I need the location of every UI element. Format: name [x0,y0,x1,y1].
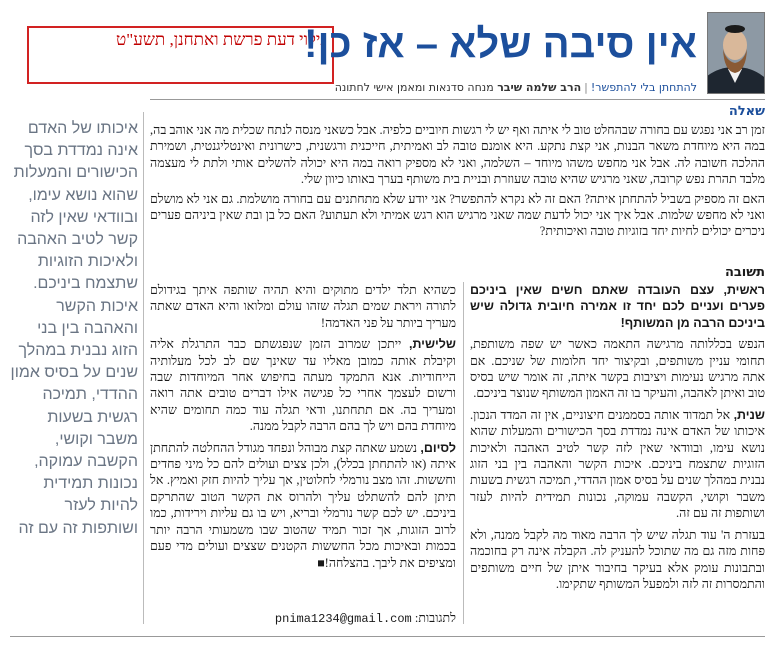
article-byline [287,80,697,96]
answer-column-right [470,282,765,624]
paragraph-lead: ראשית, [723,283,765,297]
answer-label: תשובה [724,265,765,280]
author-portrait-icon [707,13,764,94]
paragraph-text: בעזרת ה' עוד תגלה שיש לך הרבה מאוד מה לקבל ממנה, ולא פחות מזה גם מה שתוכל להעניק לה. הקבלה אינה רק בחוכמה ובתבונות עומק אלא בעיקר בחיבור איתן של חיים משותפים והתמסרות זה לזה ולמפעל המשותף שתקימו. [470,527,765,591]
question-paragraph: זמן רב אני נפגש עם בחורה שבהחלט טוב לי איתה ואף יש לי רגשות חיוביים כלפיה. אבל כשאני מנסה לנתח שכלית מה אני אוהב בה, במה היא מיוחדת משאר הבנות, אני קצת נתקע. היא אומנם טובה לב ואמיתית, חייכנית ורגשנית, כישרונית ואינטליגנטית, ושמירת ההלכה חשובה לה. אבל אני מחפש משהו מיוחד – השלמה, ואני לא מספיק רואה במה היא יכולה להשלים אותי ולתת לי מעצמה מלבד תהרת נפש קרובה, שאני מרגיש שהיא טובה שעוזרת ובניית בית משותף בערך באותו כיוון שלי. [150,123,765,187]
answer-paragraph [470,407,765,522]
paragraph-lead: לסיום, [420,440,456,455]
header-divider [150,99,765,100]
paragraph-lead: שנית, [733,407,765,422]
answer-paragraph [470,336,765,402]
author-role: מנחה סדנאות ומאמן אישי לחתונה [334,81,494,94]
answer-paragraph [470,282,765,331]
paragraph-text: כשהיא תלד ילדים מתוקים והיא תהיה שותפה איתך בגידולם לתורה ויראת שמים תגלה שזהו עולם ומלואו והיא האדם שאתה מעריך ביותר על פני האדמה! [150,283,456,330]
question-label: שאלה [728,104,765,119]
paragraph-text: אל תמדוד אותה בסממנים חיצוניים, אין זה המדד הנכון. איכותו של האדם אינה נמדדת בסך הכישורים והמעלות שהוא נושא עימו, ובוודאי שאין לזה קשר לטיב האהבה ולאיכות הזוגיות שתצמח ביניכם. איכות הקשר והאהבה בין בני הזוג נבנית במהלך שנים על בסיס אמון ההדדי, תמיכה רגשית בשעות משבר וקושי, הקשבה עמוקה, נכונות תמידית להיות לעזר ושותפות זה עם זה. [470,407,765,521]
contact-label: לתגובות: [414,611,456,625]
series-name: להתחתן בלי להתפשר! [590,81,697,94]
paragraph-text: הנפש בכללותה מרגישה התאמה כאשר יש שפה משותפת, תחומי עניין משותפים, ובקיצור יחד חלומות של שניכם. אם אתה מרגיש נעימות ויציבות בקשר איתה, זה אומר שיש בסיס טוב ואיתן לאהבה, והעיקר בו זה האמון המשותף שנוצר ביניכם. [470,337,765,401]
question-body [150,122,765,252]
answer-paragraph [150,336,456,434]
answer-paragraph [150,282,456,331]
issue-label: גילוי דעת פרשת ואתחנן, תשע"ט [116,30,326,49]
column-separator [463,282,464,624]
author-name: הרב שלמה שיבר [497,81,582,94]
contact-email-link[interactable]: pnima1234@gmail.com [274,612,412,626]
issue-label-box [27,26,334,84]
paragraph-text: עצם העובדה שאתם חשים שאין ביניכם פערים ועניים לכם יחד זו אמירה חיובית גדולה שיש ביניכם הרבה מן המשותף! [470,283,765,330]
question-paragraph: האם זה מספיק בשביל להתחתן איתה? האם זה לא נקרא להתפשר? אני יודע שלא מתחתנים עם בחורה מושלמת. גם אני לא מושלם ואני לא מחפש שלמות. אבל איך אני יכול לדעת שמה שאני מרגיש הוא רגש אמיתי ולא תעתוע? האם כל בן ובת שאין ביניהם פערים ניכרים יכולים לחיות יחד בזוגיות טובה ואיכותית? [150,191,765,239]
answer-paragraph [470,527,765,593]
article-title: אין סיבה שלא – אז כן! [304,22,697,66]
byline-separator: | [584,81,588,94]
contact-line [150,610,456,628]
pull-quote-separator [143,112,144,624]
footer-rule [10,636,765,637]
pull-quote: איכותו של האדם אינה נמדדת בסך הכישורים והמעלות שהוא נושא עימו, ובוודאי שאין לזה קשר לטיב האהבה ולאיכות הזוגיות שתצמח ביניכם. איכות הקשר והאהבה בין בני הזוג נבנית במהלך שנים על בסיס אמון ההדדי, תמיכה רגשית בשעות משבר וקושי, הקשבה עמוקה, נכונות תמידית להיות לעזר ושותפות זה עם זה [10,120,138,537]
paragraph-lead: שלישית, [408,337,456,352]
paragraph-text: ייתכן שמרוב הזמן שנפגשתם כבר התרגלת אליה וקיבלת אותה כמובן מאליו עד שאינך שם לב לכל מעלותיה הייחודיות. אנא התמקד מעתה בחיפוש אחר המיוחדות שבה ורשום לעצמך אחרי כל פגישה אילו דברים טובים אתה רואה ומעריך בה. אם תתחתנו, ודאי תגלה עוד כמה תחומים שהיא מיוחדת בהם ויש לך בהם הרבה לקבל ממנה. [150,337,456,434]
answer-paragraph [150,440,456,571]
author-photo [707,12,765,94]
paragraph-text: נשמע שאתה קצת מבוהל ונפחד מגודל ההחלטה להתחתן איתה (או להתחתן בכלל), ולכן צצים ועולים להם כל מיני פחדים וחששות. זהו מצב נורמלי לחלוטין, אך עליך להיות חזק ואמיץ. אל תיתן להם להשתלט עליך ולהרוס את הקשר הטוב שהתרקם ביניכם. יש לכם קשר נורמלי ובריא, ויש בו גם עליות וירידות, כמו לרוב הזוגות, אך זכור תמיד שהטוב שבו משמעותי הרבה יותר בכמות ובאיכות מכל החששות הקטנים שצצים ועולים מדי פעם ומציפים את ליבך. בהצלחה!■ [150,440,456,570]
answer-column-middle [150,282,456,594]
